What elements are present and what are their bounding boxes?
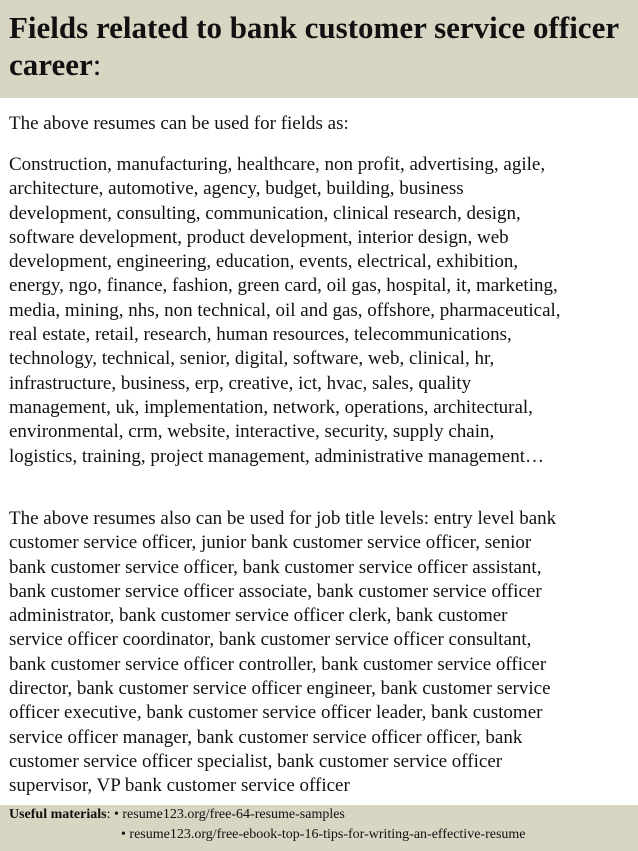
footer-row — [121, 825, 526, 845]
fields-line: development, consulting, communication, clinical research, design, — [9, 202, 521, 224]
page-title-text: Fields related to bank customer service officer career — [9, 10, 619, 82]
levels-line: director, bank customer service officer engineer, bank customer service — [9, 678, 551, 700]
footer-row — [9, 805, 345, 825]
useful-materials-label: Useful materials — [9, 807, 107, 822]
fields-paragraph — [9, 153, 561, 469]
levels-line: administrator, bank customer service officer clerk, bank customer — [9, 605, 508, 627]
fields-line: media, mining, nhs, non technical, oil and gas, offshore, pharmaceutical, — [9, 299, 561, 321]
levels-line: customer service officer specialist, bank customer service officer — [9, 750, 503, 772]
useful-materials-footer — [0, 805, 638, 851]
fields-line: Construction, manufacturing, healthcare, non profit, advertising, agile, — [9, 154, 546, 175]
intro-text: The above resumes can be used for fields as: — [9, 113, 349, 134]
page-title — [9, 9, 629, 83]
levels-line: service officer manager, bank customer service officer officer, bank — [9, 726, 523, 748]
levels-line: bank customer service officer, bank customer service officer assistant, — [9, 556, 542, 578]
footer-separator: : — [106, 807, 114, 822]
levels-line: bank customer service officer associate, bank customer service officer — [9, 580, 542, 602]
fields-line: infrastructure, business, erp, creative, ict, hvac, sales, quality — [9, 372, 472, 394]
levels-line: The above resumes also can be used for job title levels: entry level bank — [9, 508, 557, 529]
levels-line: service officer coordinator, bank customer service officer consultant, — [9, 629, 532, 651]
footer-link-resume-samples[interactable]: • resume123.org/free-64-resume-samples — [113, 807, 345, 822]
fields-line: energy, ngo, finance, fashion, green card, oil gas, hospital, it, marketing, — [9, 275, 558, 297]
page-title-colon: : — [92, 47, 102, 82]
fields-line: technology, technical, senior, digital, software, web, clinical, hr, — [9, 348, 495, 370]
levels-line: officer executive, bank customer service officer leader, bank customer — [9, 702, 543, 724]
footer-link-ebook-tips[interactable]: • resume123.org/free-ebook-top-16-tips-for-writing-an-effective-resume — [121, 827, 526, 842]
title-bar — [0, 0, 638, 98]
fields-line: development, engineering, education, events, electrical, exhibition, — [9, 251, 519, 273]
fields-line: logistics, training, project management, administrative management… — [9, 445, 545, 467]
fields-line: environmental, crm, website, interactive, security, supply chain, — [9, 421, 495, 443]
job-levels-paragraph — [9, 507, 556, 799]
fields-line: software development, product development, interior design, web — [9, 226, 509, 248]
fields-line: management, uk, implementation, network, operations, architectural, — [9, 396, 533, 418]
levels-line: bank customer service officer controller, bank customer service officer — [9, 653, 547, 675]
levels-line: supervisor, VP bank customer service officer — [9, 775, 350, 797]
fields-line: real estate, retail, research, human resources, telecommunications, — [9, 324, 512, 346]
fields-line: architecture, automotive, agency, budget, building, business — [9, 178, 464, 200]
levels-line: customer service officer, junior bank customer service officer, senior — [9, 532, 532, 554]
